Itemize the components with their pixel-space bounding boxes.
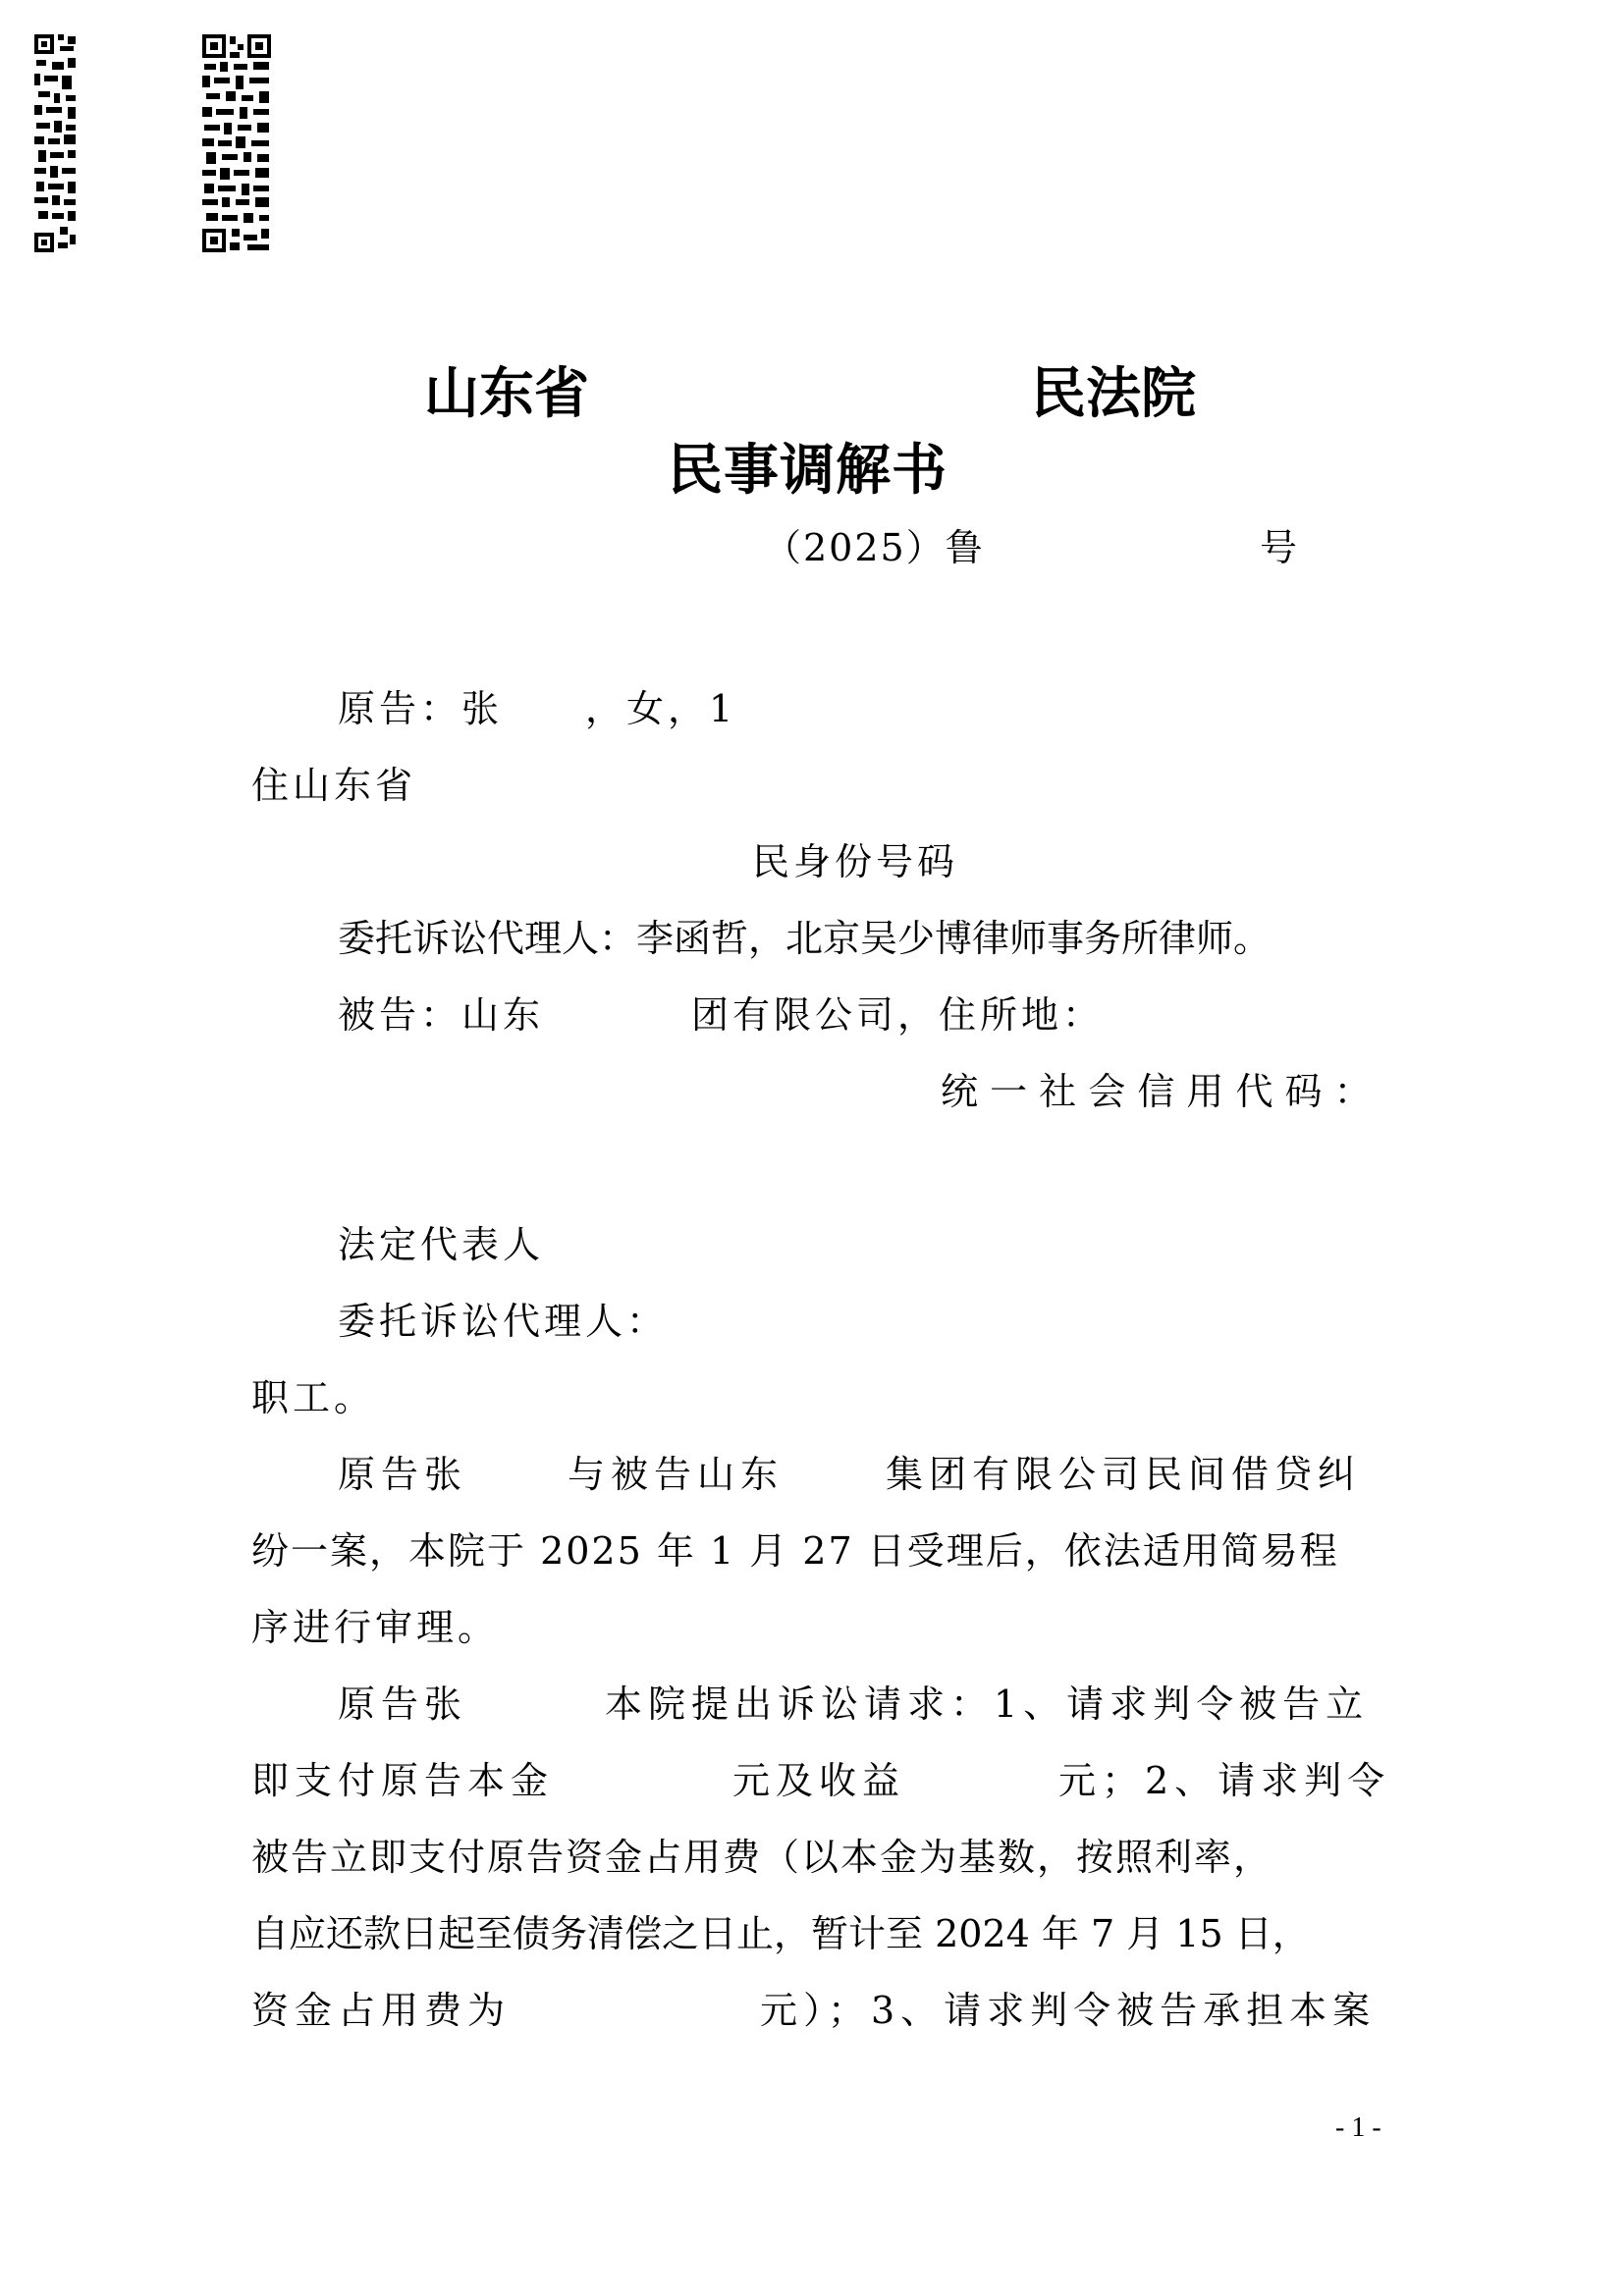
qr-code-right: [200, 32, 273, 256]
case-number-suffix: 号: [1260, 526, 1298, 569]
legal-representative-line: 法定代表人: [338, 1223, 545, 1266]
claims-part2: 本院提出诉讼请求：1、请求判令被告立: [605, 1682, 1370, 1726]
claims-line2-part3: 元；2、请求判令: [1058, 1759, 1391, 1802]
plaintiff-id-line: 民身份号码: [752, 840, 959, 883]
case-intro-line3: 序进行审理。: [251, 1606, 500, 1649]
claims-line4: 自应还款日起至债务清偿之日止，暂计至 2024 年 7 月 15 日，: [251, 1912, 1310, 1955]
plaintiff-address-line: 住山东省: [251, 764, 417, 807]
credit-code-line: 统 一 社 会 信 用 代 码 ：: [941, 1070, 1372, 1113]
case-intro-part2: 与被告山东: [568, 1453, 785, 1496]
qr-code-icon: [200, 32, 273, 256]
employee-line: 职工。: [251, 1376, 376, 1419]
claims-line3: 被告立即支付原告资金占用费（以本金为基数，按照利率，: [251, 1836, 1273, 1879]
plaintiff-agent-line: 委托诉讼代理人：李函哲，北京吴少博律师事务所律师。: [338, 917, 1272, 960]
court-name-right: 民法院: [1031, 362, 1196, 426]
claims-line2-part2: 元及收益: [732, 1759, 906, 1802]
court-name-left: 山东省: [424, 362, 589, 426]
page-number: - 1 -: [1335, 2112, 1381, 2143]
claims-line5-part1: 资金占用费为: [251, 1989, 512, 2032]
case-number-prefix: （2025）鲁: [764, 526, 985, 569]
claims-part1: 原告张: [338, 1682, 468, 1726]
case-intro-part1: 原告张: [338, 1453, 468, 1496]
defendant-line-part1: 被告：山东: [338, 993, 545, 1037]
claims-line5-part2: 元）；3、请求判令被告承担本案: [760, 1989, 1377, 2032]
claims-line2-part1: 即支付原告本金: [251, 1759, 555, 1802]
defendant-agent-line: 委托诉讼代理人：: [338, 1300, 669, 1343]
defendant-line-part2: 团有限公司，住所地：: [691, 993, 1105, 1037]
document-title: 民事调解书: [668, 439, 947, 503]
qr-code-icon: [32, 32, 80, 256]
qr-code-left: [32, 32, 80, 256]
case-intro-line2: 纷一案，本院于 2025 年 1 月 27 日受理后，依法适用简易程: [251, 1529, 1339, 1573]
plaintiff-line: 原告：张 ，女，1: [338, 687, 737, 730]
case-intro-part3: 集团有限公司民间借贷纠: [886, 1453, 1362, 1496]
